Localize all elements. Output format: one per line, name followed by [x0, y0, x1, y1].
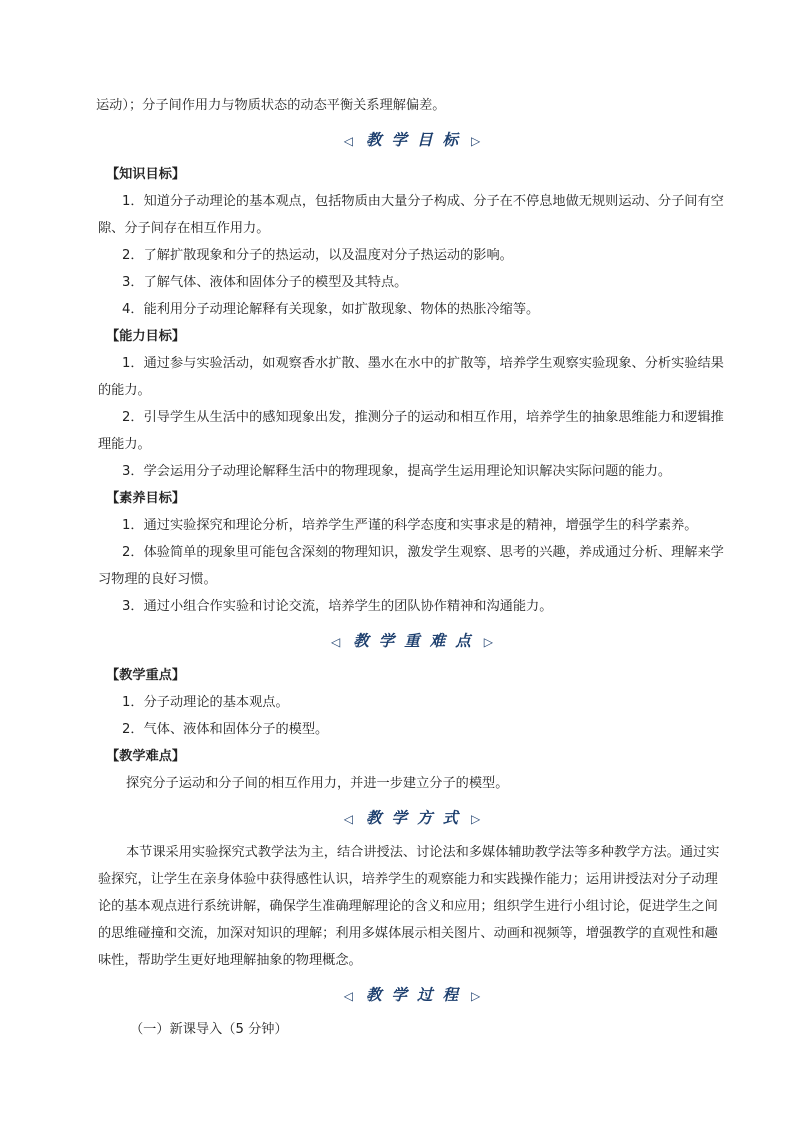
list-item: 3．学会运用分子动理论解释生活中的物理现象，提高学生运用理论知识解决实际问题的能力。 — [122, 464, 672, 479]
triangle-left-icon: ◁ — [343, 812, 353, 826]
methods-paragraph: 本节课采用实验探究式教学法为主，结合讲授法、讨论法和多媒体辅助教学法等多种教学方法。通过实验探究，让学生在亲身体验中获得感性认识，培养学生的观察能力和实践操作能力；运用讲授法对分子动理论的基本观点进行系统讲解，确保学生准确理解理论的含义和应用；组织学生进行小组讨论，促进学生之间的思维碰撞和交流，加深对知识的理解；利用多媒体展示相关图片、动画和视频等，增强教学的直观性和趣味性，帮助学生更好地理解抽象的物理概念。 — [98, 845, 720, 968]
section-heading-objectives — [98, 119, 726, 161]
triangle-left-icon: ◁ — [343, 134, 353, 148]
list-item: 1．知道分子动理论的基本观点，包括物质由大量分子构成、分子在不停息地做无规则运动、分子间有空隙、分子间存在相互作用力。 — [98, 194, 724, 236]
subheading-knowledge: 【知识目标】 — [106, 167, 186, 182]
triangle-right-icon: ▷ — [471, 989, 481, 1003]
triangle-right-icon: ▷ — [471, 812, 481, 826]
process-intro: （一）新课导入（5 分钟） — [130, 1022, 288, 1037]
subheading-literacy: 【素养目标】 — [106, 491, 186, 506]
list-item: 3．通过小组合作实验和讨论交流，培养学生的团队协作精神和沟通能力。 — [122, 599, 553, 614]
triangle-right-icon: ▷ — [483, 635, 493, 649]
continuation-line: 运动）；分子间作用力与物质状态的动态平衡关系理解偏差。 — [96, 98, 446, 113]
document-content — [98, 92, 726, 1043]
list-item: 2．了解扩散现象和分子的热运动，以及温度对分子热运动的影响。 — [122, 248, 513, 263]
list-item: 2．气体、液体和固体分子的模型。 — [122, 722, 329, 737]
heading-text: 教学目标 — [365, 130, 468, 149]
section-heading-process — [98, 974, 726, 1016]
section-heading-key-points — [98, 620, 726, 662]
heading-text: 教学重难点 — [353, 631, 481, 650]
triangle-left-icon: ◁ — [343, 989, 353, 1003]
list-item: 1．通过实验探究和理论分析，培养学生严谨的科学态度和实事求是的精神，增强学生的科学素养。 — [122, 518, 698, 533]
triangle-right-icon: ▷ — [471, 134, 481, 148]
list-item: 4．能利用分子动理论解释有关现象，如扩散现象、物体的热胀冷缩等。 — [122, 302, 540, 317]
section-heading-methods — [98, 797, 726, 839]
triangle-left-icon: ◁ — [331, 635, 341, 649]
list-item: 2．引导学生从生活中的感知现象出发，推测分子的运动和相互作用，培养学生的抽象思维能力和逻辑推理能力。 — [98, 410, 724, 452]
heading-text: 教学过程 — [365, 985, 468, 1004]
list-item: 1．分子动理论的基本观点。 — [122, 695, 289, 710]
subheading-focus: 【教学重点】 — [106, 668, 186, 683]
subheading-ability: 【能力目标】 — [106, 329, 186, 344]
list-item: 3．了解气体、液体和固体分子的模型及其特点。 — [122, 275, 408, 290]
difficulty-text: 探究分子运动和分子间的相互作用力，并进一步建立分子的模型。 — [126, 776, 509, 791]
list-item: 1．通过参与实验活动，如观察香水扩散、墨水在水中的扩散等，培养学生观察实验现象、分析实验结果的能力。 — [98, 356, 724, 398]
heading-text: 教学方式 — [365, 808, 468, 827]
list-item: 2．体验简单的现象里可能包含深刻的物理知识，激发学生观察、思考的兴趣，养成通过分析、理解来学习物理的良好习惯。 — [98, 545, 724, 587]
subheading-difficulty: 【教学难点】 — [106, 749, 186, 764]
